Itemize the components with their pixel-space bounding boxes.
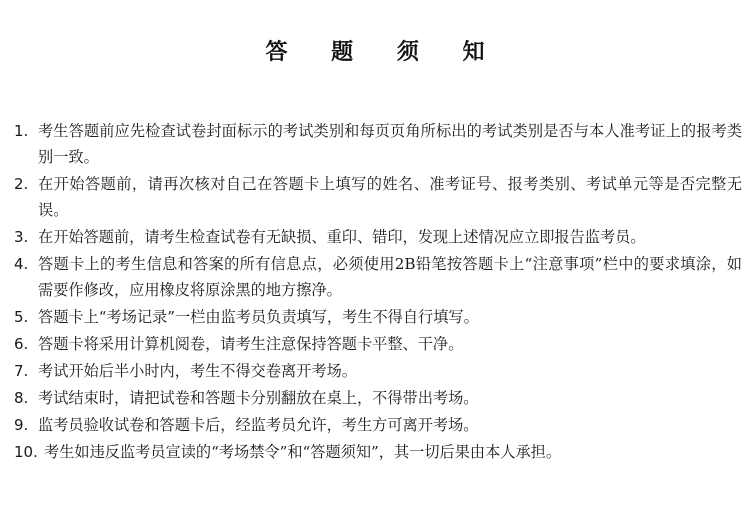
rule-number: 3.: [14, 228, 29, 246]
rule-number: 2.: [14, 175, 29, 193]
rule-number: 9.: [14, 416, 29, 434]
list-item-rule-7: [14, 358, 742, 384]
list-item-rule-8: [14, 385, 742, 411]
rule-number: 7.: [14, 362, 29, 380]
rule-text: 在开始答题前，请再次核对自己在答题卡上填写的姓名、准考证号、报考类别、考试单元等是否完整无误。: [38, 175, 742, 219]
rule-text: 在开始答题前，请考生检查试卷有无缺损、重印、错印，发现上述情况应立即报告监考员。: [38, 228, 646, 246]
list-item-rule-2: [14, 171, 742, 223]
rule-text: 答题卡上的考生信息和答案的所有信息点，必须使用2B铅笔按答题卡上“注意事项”栏中的要求填涂，如需要作修改，应用橡皮将原涂黑的地方擦净。: [38, 255, 742, 299]
rule-text: 答题卡将采用计算机阅卷，请考生注意保持答题卡平整、干净。: [38, 335, 464, 353]
rule-number: 6.: [14, 335, 29, 353]
list-item-rule-10: [14, 439, 742, 465]
rule-text: 考生如违反监考员宣读的“考场禁令”和“答题须知”，其一切后果由本人承担。: [44, 443, 562, 461]
list-item-rule-3: [14, 224, 742, 250]
rule-number: 1.: [14, 122, 29, 140]
rule-number: 8.: [14, 389, 29, 407]
rule-number: 10.: [14, 443, 38, 461]
rules-list: [14, 118, 742, 466]
page-title: 答 题 须 知: [265, 39, 503, 65]
rule-text: 监考员验收试卷和答题卡后，经监考员允许，考生方可离开考场。: [38, 416, 479, 434]
rule-text: 答题卡上“考场记录”一栏由监考员负责填写，考生不得自行填写。: [38, 308, 479, 326]
list-item-rule-5: [14, 304, 742, 330]
list-item-rule-6: [14, 331, 742, 357]
list-item-rule-4: [14, 251, 742, 303]
list-item-rule-9: [14, 412, 742, 438]
rule-number: 4.: [14, 255, 29, 273]
rule-text: 考试开始后半小时内，考生不得交卷离开考场。: [38, 362, 357, 380]
rule-number: 5.: [14, 308, 29, 326]
rule-text: 考生答题前应先检查试卷封面标示的考试类别和每页页角所标出的考试类别是否与本人准考证上的报考类别一致。: [38, 122, 742, 166]
list-item-rule-1: [14, 118, 742, 170]
rule-text: 考试结束时，请把试卷和答题卡分别翻放在桌上，不得带出考场。: [38, 389, 479, 407]
